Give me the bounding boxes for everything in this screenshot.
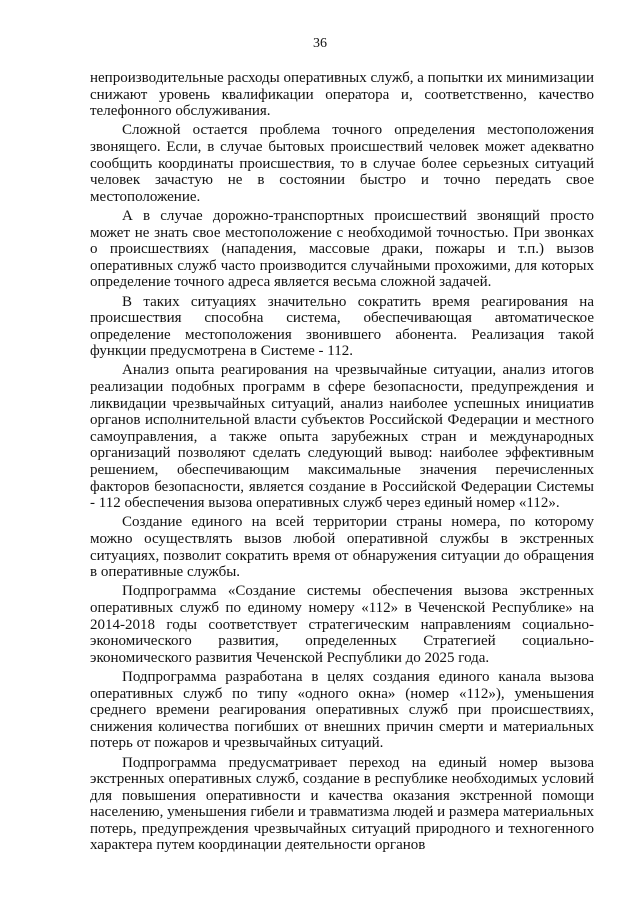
body-text (90, 70, 594, 857)
page-number: 36 (313, 36, 327, 51)
paragraph-auto-location: В таких ситуациях значительно сократить время реагирования на происшествия способна система, обеспечивающая автоматическое определение местоположения звонившего абонента. Реализация такой функции предусмотрена в Системе - 112. (90, 293, 594, 360)
paragraph-road-accidents: А в случае дорожно-транспортных происшествий звонящий просто может не знать свое местоположение с необходимой точностью. При звонках о происшествиях (нападения, массовые драки, пожары и т.п.) вызов оперативных служб часто производится случайными прохожими, для которых определение точного адреса является весьма сложной задачей. (90, 207, 594, 291)
paragraph-subprogram-goals: Подпрограмма разработана в целях создания единого канала вызова оперативных служб по типу «одного окна» (номер «112»), уменьшения среднего времени реагирования оперативных служб при происшествиях, снижения количества погибших от внешних причин смерти и материальных потерь от пожаров и чрезвычайных ситуаций. (90, 668, 594, 752)
paragraph-location-problem: Сложной остается проблема точного определения местоположения звонящего. Если, в случае бытовых происшествий человек может адекватно сообщить координаты происшествия, то в случае более серьезных ситуаций человек зачастую не в состоянии быстро и точно передать свое местоположение. (90, 122, 594, 205)
paragraph-continuation: непроизводительные расходы оперативных служб, а попытки их минимизации снижают уровень квалификации оператора и, соответственно, качество телефонного обслуживания. (90, 70, 594, 120)
paragraph-single-number: Создание единого на всей территории страны номера, по которому можно осуществлять вызов любой оперативной службы в экстренных ситуациях, позволит сократить время от обнаружения ситуации до обращения в оперативные службы. (90, 514, 594, 581)
paragraph-subprogram-transition: Подпрограмма предусматривает переход на единый номер вызова экстренных оперативных служб, создание в республике необходимых условий для повышения оперативности и качества оказания экстренной помощи населению, уменьшения гибели и травматизма людей и размера материальных потерь, предупреждения чрезвычайных ситуаций природного и техногенного характера путем координации деятельности органов (90, 754, 594, 854)
paragraph-subprogram-strategy: Подпрограмма «Создание системы обеспечения вызова экстренных оперативных служб по единому номеру «112» в Чеченской Республике» на 2014-2018 годы соответствует стратегическим направлениям социально-экономического развития, определенных Стратегией социально-экономического развития Чеченской Республики до 2025 года. (90, 583, 594, 666)
paragraph-analysis: Анализ опыта реагирования на чрезвычайные ситуации, анализ итогов реализации подобных программ в сфере безопасности, предупреждения и ликвидации чрезвычайных ситуаций, анализ наиболее успешных инициатив органов исполнительной власти субъектов Российской Федерации и местного самоуправления, а также опыта зарубежных стран и международных организаций позволяют сделать следующий вывод: наиболее эффективным решением, обеспечивающим максимальные значения перечисленных факторов безопасности, является создание в Российской Федерации Системы - 112 обеспечения вызова оперативных служб через единый номер «112». (90, 362, 594, 512)
